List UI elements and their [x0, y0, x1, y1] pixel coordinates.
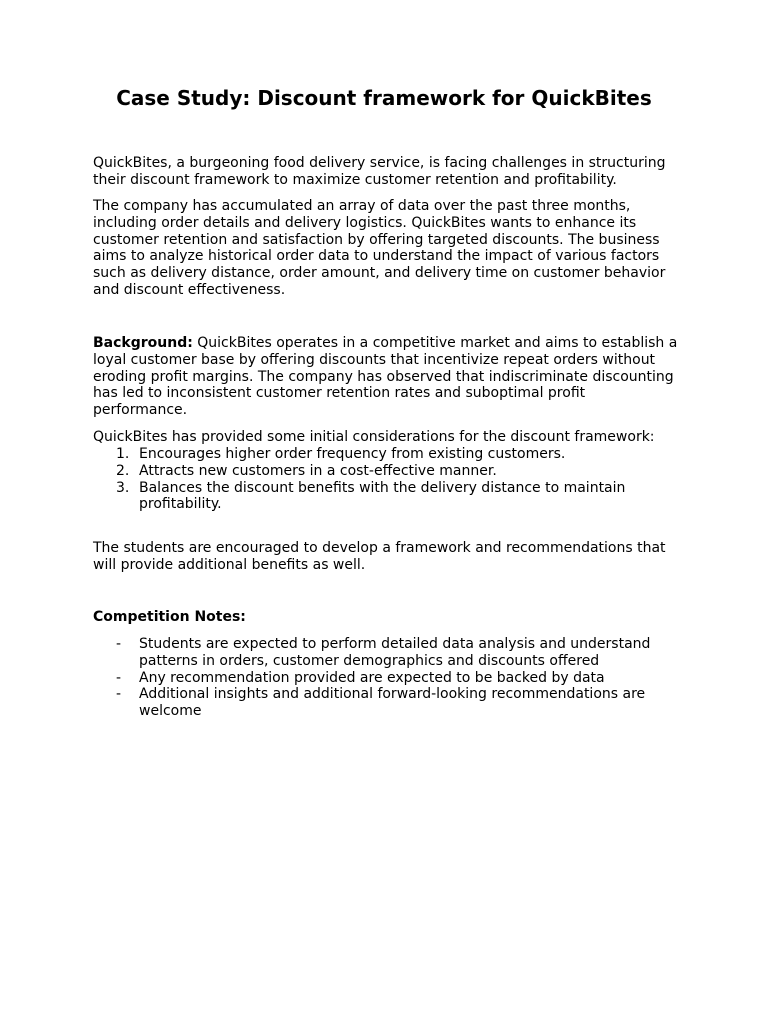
- list-item: [93, 686, 683, 720]
- list-item-text: Attracts new customers in a cost-effective manner.: [139, 462, 497, 479]
- considerations-list: [93, 446, 683, 513]
- list-marker: 2.: [116, 462, 130, 479]
- list-marker: -: [116, 636, 122, 652]
- list-item-text: Encourages higher order frequency from existing customers.: [139, 446, 566, 462]
- intro-paragraph-2: The company has accumulated an array of data over the past three months, including order details and delivery logistics. QuickBites wants to enhance its customer retention and satisfaction by offering targeted discounts. The business aims to analyze historical order data to understand the impact of various factors such as delivery distance, order amount, and delivery time on customer behavior and discount effectiveness.: [93, 198, 666, 298]
- list-item: [93, 636, 683, 670]
- list-item: [93, 670, 683, 687]
- list-item-text: Students are expected to perform detailed data analysis and understand patterns in orders, customer demographics and discounts offered: [139, 636, 651, 669]
- competition-notes-heading: Competition Notes:: [93, 609, 246, 625]
- background-label: Background:: [93, 335, 193, 351]
- background-paragraph: [93, 335, 683, 419]
- background-text: QuickBites operates in a competitive market and aims to establish a loyal customer base by offering discounts that incentivize repeat orders without eroding profit margins. The company has observed that indiscriminate discounting has led to inconsistent customer retention rates and suboptimal profit performance.: [93, 335, 678, 419]
- list-marker: -: [116, 686, 122, 703]
- list-item-text: Any recommendation provided are expected to be backed by data: [139, 669, 605, 686]
- list-marker: 1.: [116, 446, 130, 462]
- considerations-intro: QuickBites has provided some initial considerations for the discount framework:: [93, 429, 655, 445]
- intro-paragraph-1: QuickBites, a burgeoning food delivery service, is facing challenges in structuring their discount framework to maximize customer retention and profitability.: [93, 155, 666, 188]
- list-item: [93, 463, 683, 480]
- list-marker: -: [116, 669, 122, 686]
- document-title: Case Study: Discount framework for QuickBites: [116, 86, 652, 110]
- list-item-text: Additional insights and additional forward-looking recommendations are welcome: [139, 686, 646, 720]
- list-item: [93, 480, 683, 514]
- list-marker: 3.: [116, 479, 130, 496]
- students-paragraph: The students are encouraged to develop a framework and recommendations that will provide additional benefits as well.: [93, 540, 666, 573]
- competition-notes-list: [93, 636, 683, 720]
- list-item-text: Balances the discount benefits with the delivery distance to maintain profitability.: [139, 479, 626, 513]
- list-item: [93, 446, 683, 463]
